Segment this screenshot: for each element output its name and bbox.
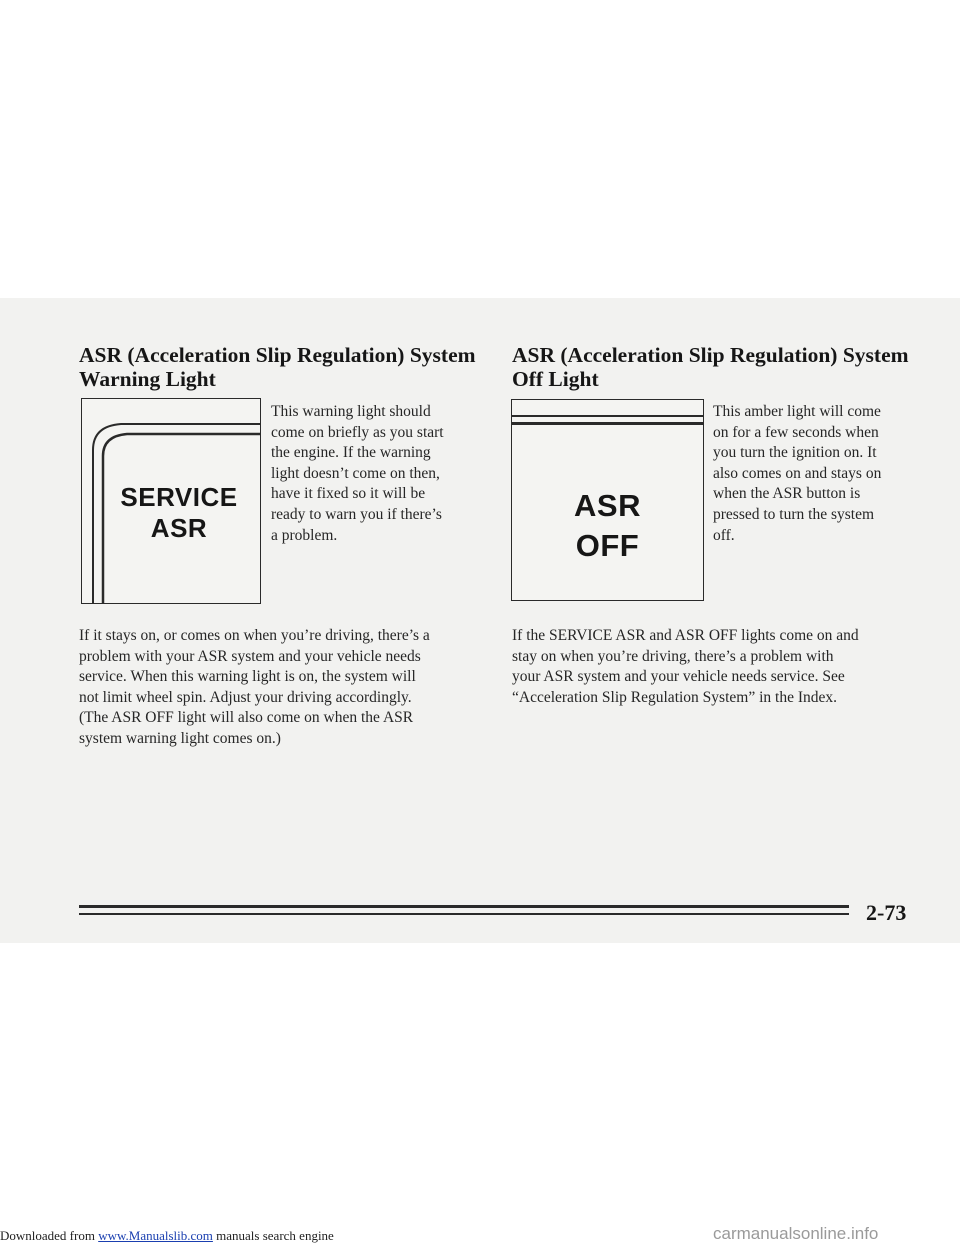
footer-suffix: manuals search engine bbox=[212, 1228, 334, 1243]
footer-prefix: Downloaded from bbox=[0, 1228, 99, 1243]
text-line: stay on when you’re driving, there’s a problem with bbox=[512, 647, 834, 665]
footer-rule-thin bbox=[79, 913, 849, 915]
service-asr-indicator bbox=[81, 398, 261, 604]
text-line: service. When this warning light is on, the system will bbox=[79, 668, 416, 686]
text-line: pressed to turn the system bbox=[713, 505, 875, 523]
right-heading bbox=[512, 343, 932, 391]
left-side-text bbox=[271, 402, 481, 546]
text-line: off. bbox=[713, 526, 735, 544]
text-line: you turn the ignition on. It bbox=[713, 444, 877, 462]
left-body-text bbox=[79, 626, 499, 750]
text-line: your ASR system and your vehicle needs service. See bbox=[512, 668, 845, 686]
manualslib-link[interactable]: www.Manualslib.com bbox=[98, 1228, 213, 1243]
text-line: (The ASR OFF light will also come on when the ASR bbox=[79, 709, 414, 727]
text-line: problem with your ASR system and your vehicle needs bbox=[79, 647, 421, 665]
left-heading-line1: ASR (Acceleration Slip Regulation) System bbox=[79, 343, 476, 367]
left-heading-line2: Warning Light bbox=[79, 367, 216, 391]
right-heading-line1: ASR (Acceleration Slip Regulation) System bbox=[512, 343, 909, 367]
left-heading bbox=[79, 343, 499, 391]
footer-rule-thick bbox=[79, 905, 849, 908]
text-line: If it stays on, or comes on when you’re driving, there’s a bbox=[79, 627, 430, 644]
text-line: when the ASR button is bbox=[713, 485, 861, 503]
download-footer bbox=[0, 1229, 334, 1242]
indicator-label-asr: ASR bbox=[574, 488, 641, 523]
text-line: not limit wheel spin. Adjust your driving accordingly. bbox=[79, 688, 412, 706]
right-side-text bbox=[713, 402, 923, 546]
indicator-top-band-thin bbox=[512, 415, 703, 417]
text-line: also comes on and stays on bbox=[713, 464, 882, 482]
page-number: 2-73 bbox=[866, 900, 907, 925]
asr-off-indicator bbox=[511, 399, 704, 601]
manual-page bbox=[0, 298, 960, 943]
text-line: come on briefly as you start bbox=[271, 423, 444, 441]
text-line: a problem. bbox=[271, 526, 338, 544]
text-line: on for a few seconds when bbox=[713, 423, 879, 441]
indicator-top-band bbox=[512, 422, 703, 425]
text-line: the engine. If the warning bbox=[271, 444, 431, 462]
indicator-label-asr: ASR bbox=[150, 513, 208, 543]
text-line: This amber light will come bbox=[713, 403, 881, 420]
text-line: ready to warn you if there’s bbox=[271, 505, 442, 523]
text-line: This warning light should bbox=[271, 403, 431, 420]
right-body-text bbox=[512, 626, 942, 708]
indicator-label-service: SERVICE bbox=[120, 482, 238, 512]
text-line: system warning light comes on.) bbox=[79, 729, 281, 747]
text-line: light doesn’t come on then, bbox=[271, 464, 440, 482]
text-line: have it fixed so it will be bbox=[271, 485, 426, 503]
right-heading-line2: Off Light bbox=[512, 367, 599, 391]
text-line: If the SERVICE ASR and ASR OFF lights come on and bbox=[512, 627, 859, 644]
watermark-text: carmanualsonline.info bbox=[713, 1224, 879, 1243]
indicator-label-off: OFF bbox=[575, 528, 640, 563]
text-line: “Acceleration Slip Regulation System” in the Index. bbox=[512, 688, 837, 706]
